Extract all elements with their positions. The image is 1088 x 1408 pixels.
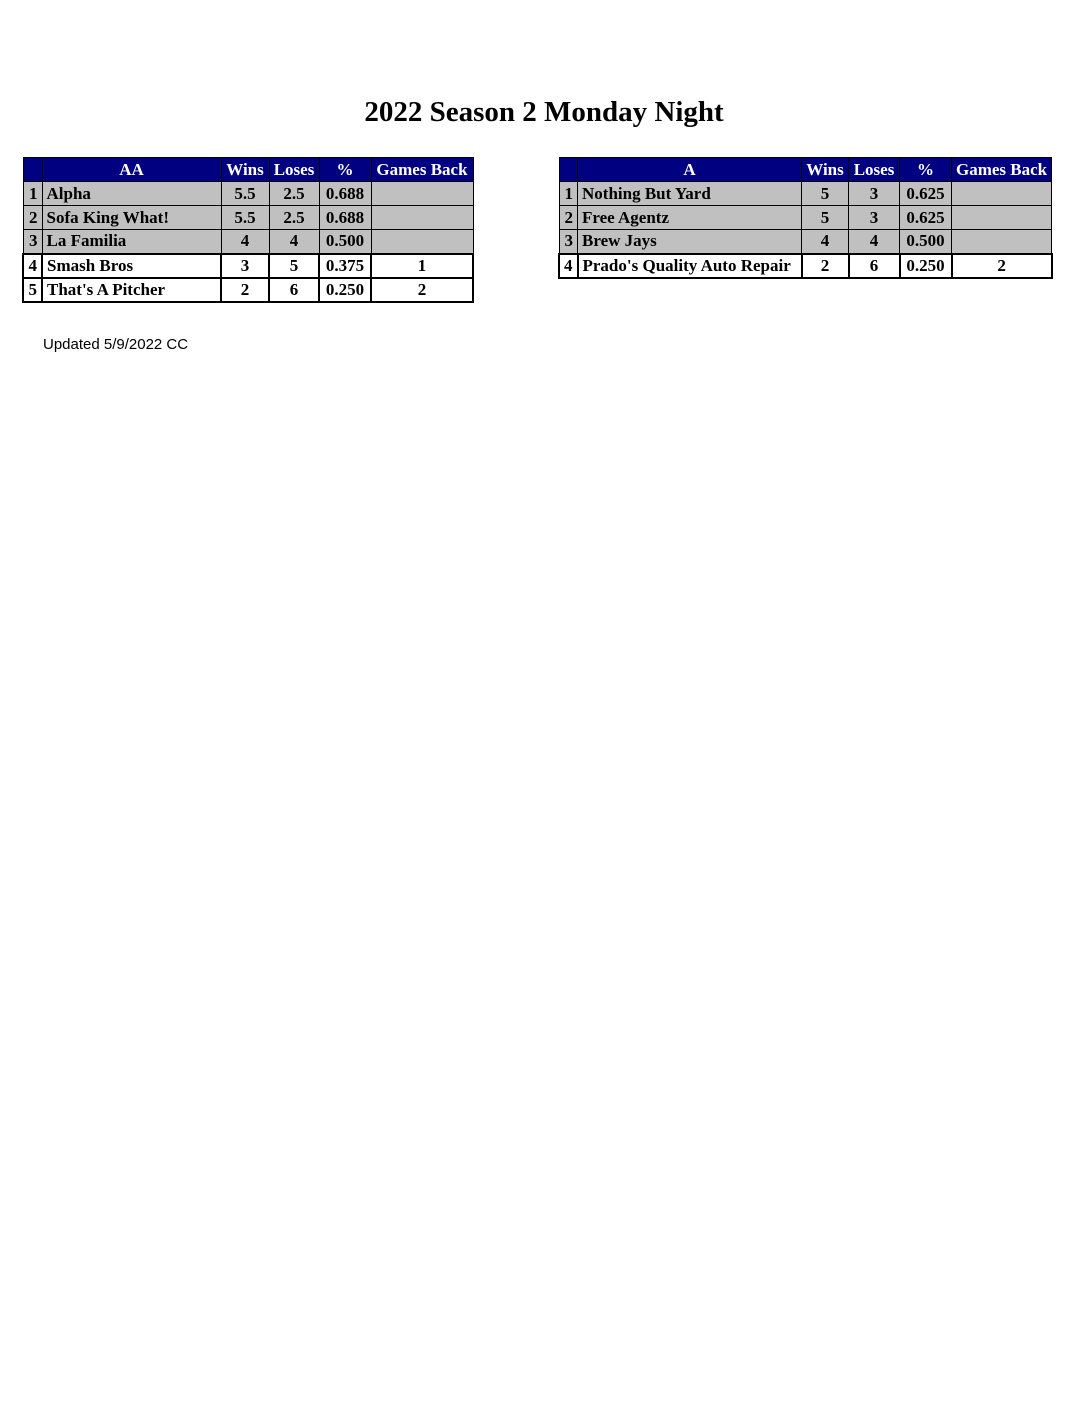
- rank-cell: 1: [559, 182, 578, 206]
- games-back-cell: [371, 230, 473, 254]
- col-header-loses: Loses: [269, 158, 319, 182]
- standings-table-aa: [22, 157, 474, 303]
- table-row: [559, 206, 1052, 230]
- col-header-loses: Loses: [849, 158, 900, 182]
- col-header-division-aa: AA: [42, 158, 221, 182]
- wins-cell: 5.5: [221, 182, 269, 206]
- pct-cell: 0.250: [319, 278, 371, 302]
- team-cell: That's A Pitcher: [42, 278, 221, 302]
- games-back-cell: 2: [371, 278, 473, 302]
- header-row-aa: [23, 158, 473, 182]
- standings-table-aa-wrap: [22, 157, 474, 303]
- loses-cell: 6: [849, 254, 900, 278]
- team-cell: Free Agentz: [578, 206, 802, 230]
- standings-table-a: [558, 157, 1053, 279]
- games-back-cell: [952, 206, 1052, 230]
- pct-cell: 0.688: [319, 206, 371, 230]
- table-row: [23, 182, 473, 206]
- table-row: [559, 182, 1052, 206]
- col-header-division-a: A: [578, 158, 802, 182]
- rank-cell: 4: [23, 254, 42, 278]
- wins-cell: 3: [221, 254, 269, 278]
- header-row-a: [559, 158, 1052, 182]
- table-row: [23, 278, 473, 302]
- rank-cell: 2: [23, 206, 42, 230]
- games-back-cell: [952, 230, 1052, 254]
- team-cell: Sofa King What!: [42, 206, 221, 230]
- loses-cell: 6: [269, 278, 319, 302]
- rank-cell: 5: [23, 278, 42, 302]
- pct-cell: 0.688: [319, 182, 371, 206]
- rank-cell: 2: [559, 206, 578, 230]
- games-back-cell: [371, 206, 473, 230]
- col-header-%: %: [319, 158, 371, 182]
- loses-cell: 2.5: [269, 182, 319, 206]
- rank-cell: 4: [559, 254, 578, 278]
- team-cell: Alpha: [42, 182, 221, 206]
- wins-cell: 4: [221, 230, 269, 254]
- col-header-rank: [559, 158, 578, 182]
- pct-cell: 0.375: [319, 254, 371, 278]
- loses-cell: 5: [269, 254, 319, 278]
- col-header-wins: Wins: [221, 158, 269, 182]
- col-header-wins: Wins: [802, 158, 849, 182]
- pct-cell: 0.250: [900, 254, 952, 278]
- col-header-%: %: [900, 158, 952, 182]
- loses-cell: 2.5: [269, 206, 319, 230]
- games-back-cell: 1: [371, 254, 473, 278]
- page-title: 2022 Season 2 Monday Night: [364, 96, 724, 128]
- table-row: [23, 230, 473, 254]
- team-cell: Nothing But Yard: [578, 182, 802, 206]
- col-header-games-back: Games Back: [952, 158, 1052, 182]
- loses-cell: 4: [849, 230, 900, 254]
- team-cell: La Familia: [42, 230, 221, 254]
- loses-cell: 4: [269, 230, 319, 254]
- standings-table-a-wrap: [558, 157, 1053, 279]
- games-back-cell: [952, 182, 1052, 206]
- pct-cell: 0.625: [900, 206, 952, 230]
- table-row: [23, 254, 473, 278]
- loses-cell: 3: [849, 182, 900, 206]
- wins-cell: 2: [221, 278, 269, 302]
- col-header-games-back: Games Back: [371, 158, 473, 182]
- team-cell: Prado's Quality Auto Repair: [578, 254, 802, 278]
- wins-cell: 5: [802, 182, 849, 206]
- team-cell: Smash Bros: [42, 254, 221, 278]
- table-row: [23, 206, 473, 230]
- col-header-rank: [23, 158, 42, 182]
- pct-cell: 0.625: [900, 182, 952, 206]
- games-back-cell: [371, 182, 473, 206]
- loses-cell: 3: [849, 206, 900, 230]
- wins-cell: 4: [802, 230, 849, 254]
- games-back-cell: 2: [952, 254, 1052, 278]
- pct-cell: 0.500: [900, 230, 952, 254]
- rank-cell: 3: [559, 230, 578, 254]
- rank-cell: 3: [23, 230, 42, 254]
- table-row: [559, 254, 1052, 278]
- rank-cell: 1: [23, 182, 42, 206]
- wins-cell: 5.5: [221, 206, 269, 230]
- table-row: [559, 230, 1052, 254]
- wins-cell: 5: [802, 206, 849, 230]
- wins-cell: 2: [802, 254, 849, 278]
- team-cell: Brew Jays: [578, 230, 802, 254]
- pct-cell: 0.500: [319, 230, 371, 254]
- update-note: Updated 5/9/2022 CC: [43, 336, 189, 353]
